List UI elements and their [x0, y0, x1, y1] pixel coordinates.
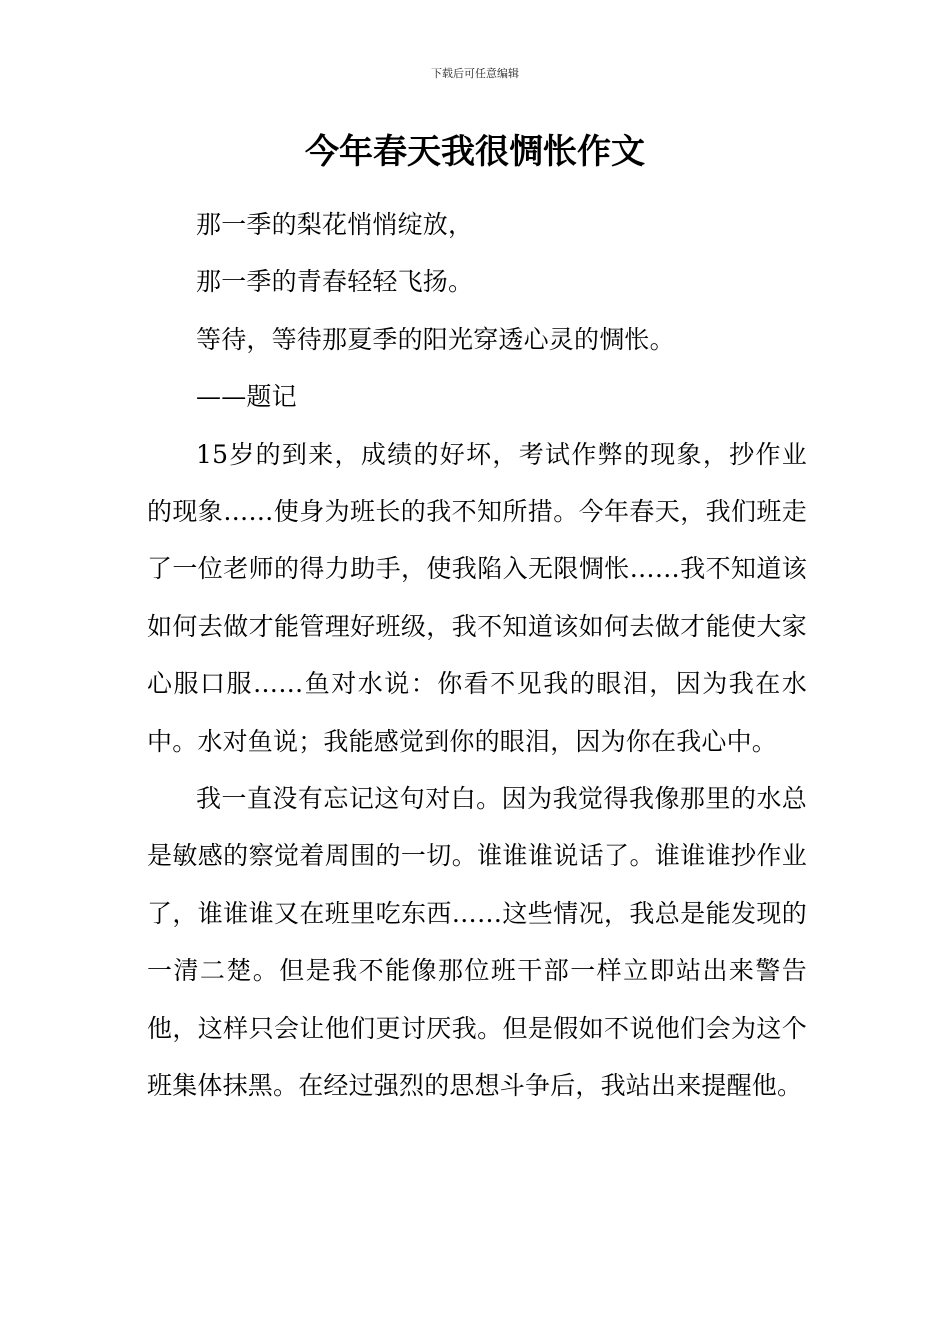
document-body — [147, 196, 807, 1115]
body-paragraph-1: 15岁的到来，成绩的好坏，考试作弊的现象，抄作业的现象……使身为班长的我不知所措。今年春天，我们班走了一位老师的得力助手，使我陷入无限惆怅……我不知道该如何去做才能管理好班级，我不知道该如何去做才能使大家心服口服……鱼对水说：你看不见我的眼泪，因为我在水中。水对鱼说；我能感觉到你的眼泪，因为你在我心中。 — [147, 439, 807, 756]
epigraph-line-1: 那一季的梨花悄悄绽放， — [196, 210, 474, 239]
epigraph-attribution: ——题记 — [196, 382, 297, 412]
document-title: 今年春天我很惆怅作文 — [305, 132, 645, 172]
body-paragraph-2: 我一直没有忘记这句对白。因为我觉得我像那里的水总是敏感的察觉着周围的一切。谁谁谁说话了。谁谁谁抄作业了，谁谁谁又在班里吃东西……这些情况，我总是能发现的一清二楚。但是我不能像那位班干部一样立即站出来警告他，这样只会让他们更讨厌我。但是假如不说他们会为这个班集体抹黑。在经过强烈的思想斗争后，我站出来提醒他。 — [147, 784, 807, 1101]
epigraph-line-2: 那一季的青春轻轻飞扬。 — [196, 267, 474, 297]
epigraph-line-3: 等待，等待那夏季的阳光穿透心灵的惆怅。 — [196, 324, 675, 354]
page-header-note: 下载后可任意编辑 — [431, 67, 519, 80]
